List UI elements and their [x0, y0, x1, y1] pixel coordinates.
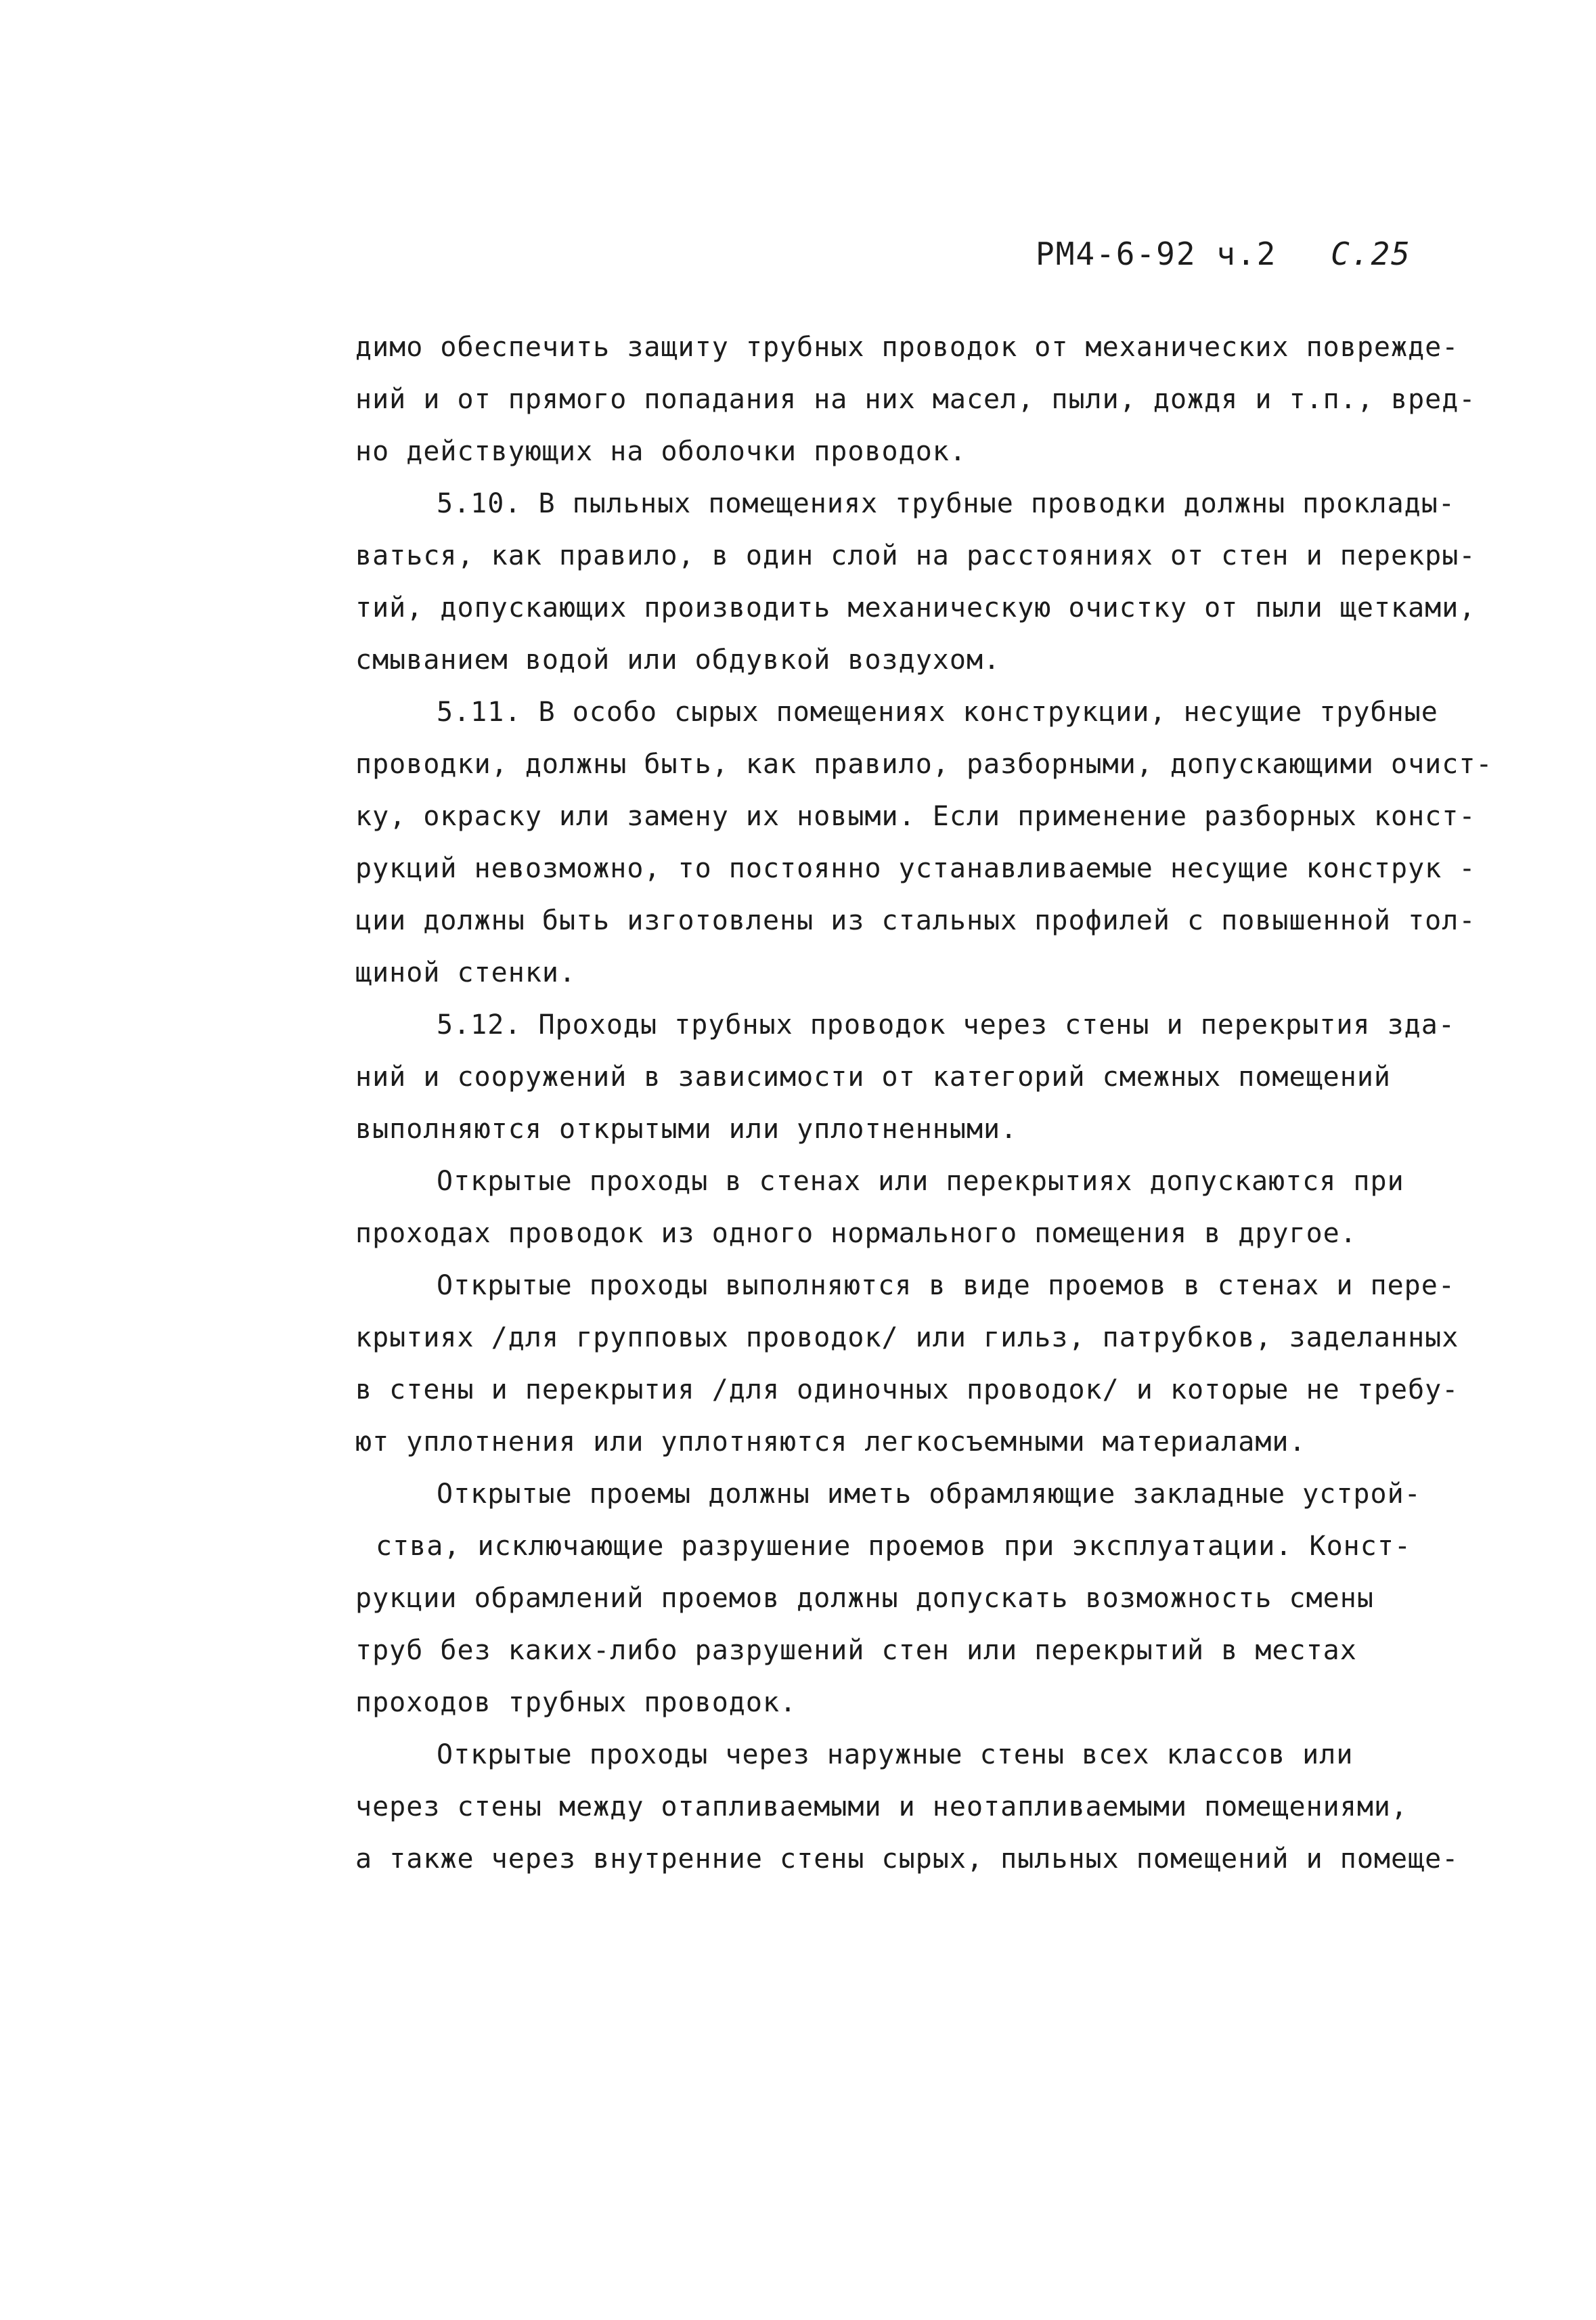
text-line: димо обеспечить защиту трубных проводок от механических поврежде-: [355, 332, 1459, 363]
text-line: проходов трубных проводок.: [355, 1687, 797, 1718]
text-line: Открытые проходы в стенах или перекрытиях допускаются при: [437, 1166, 1404, 1197]
text-line: труб без каких-либо разрушений стен или перекрытий в местах: [355, 1635, 1357, 1666]
text-line: через стены между отапливаемыми и неотапливаемыми помещениями,: [355, 1791, 1409, 1822]
text-line: выполняются открытыми или уплотненными.: [355, 1114, 1018, 1145]
text-line: 5.10. В пыльных помещениях трубные проводки должны проклады-: [437, 488, 1455, 519]
page-number: С.25: [1331, 236, 1411, 272]
text-line: ний и сооружений в зависимости от категорий смежных помещений: [355, 1061, 1392, 1093]
text-line: 5.11. В особо сырых помещениях конструкции, несущие трубные: [437, 697, 1438, 728]
text-line: Открытые проемы должны иметь обрамляющие закладные устрой-: [437, 1479, 1421, 1510]
text-line: рукции обрамлений проемов должны допускать возможность смены: [355, 1583, 1374, 1614]
text-line: но действующих на оболочки проводок.: [355, 436, 967, 467]
text-line: Открытые проходы выполняются в виде проемов в стенах и пере-: [437, 1270, 1455, 1301]
text-line: ний и от прямого попадания на них масел, пыли, дождя и т.п., вред-: [355, 384, 1476, 415]
text-line: крытиях /для групповых проводок/ или гильз, патрубков, заделанных: [355, 1322, 1459, 1353]
text-line: ют уплотнения или уплотняются легкосъемными материалами.: [355, 1426, 1306, 1458]
text-line: рукций невозможно, то постоянно устанавливаемые несущие конструк -: [355, 853, 1476, 884]
text-line: ваться, как правило, в один слой на расстояниях от стен и перекры-: [355, 540, 1476, 571]
text-line: щиной стенки.: [355, 957, 577, 988]
text-line: проходах проводок из одного нормального помещения в другое.: [355, 1218, 1357, 1249]
text-line: тий, допускающих производить механическую очистку от пыли щетками,: [355, 592, 1476, 623]
text-line: 5.12. Проходы трубных проводок через стены и перекрытия зда-: [437, 1009, 1455, 1041]
text-line: смыванием водой или обдувкой воздухом.: [355, 644, 1001, 676]
text-line: ции должны быть изготовлены из стальных профилей с повышенной тол-: [355, 905, 1476, 936]
text-line: ку, окраску или замену их новыми. Если применение разборных конст-: [355, 801, 1476, 832]
text-line: а также через внутренние стены сырых, пыльных помещений и помеще-: [355, 1843, 1459, 1875]
text-line: Открытые проходы через наружные стены всех классов или: [437, 1739, 1354, 1770]
document-part: ч.2: [1216, 236, 1277, 272]
text-line: проводки, должны быть, как правило, разборными, допускающими очист-: [355, 749, 1493, 780]
text-line: в стены и перекрытия /для одиночных проводок/ и которые не требу-: [355, 1374, 1459, 1405]
text-line: ства, исключающие разрушение проемов при эксплуатации. Конст-: [376, 1531, 1412, 1562]
page-header: [1036, 236, 1411, 272]
document-code: РМ4-6-92: [1036, 236, 1197, 272]
